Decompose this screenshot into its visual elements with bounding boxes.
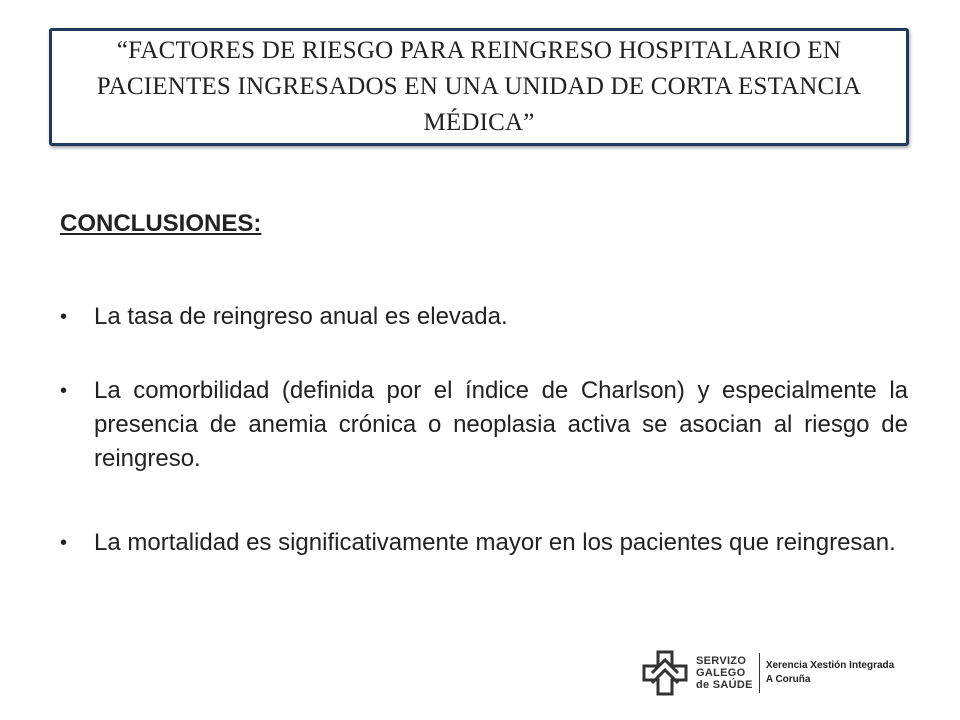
cross-logo-icon	[642, 650, 688, 696]
bullet-text: La comorbilidad (definida por el índice de Charlson) y especialmente la presencia de anemia crónica o neoplasia activa se asocian al riesgo de reingreso.	[94, 377, 908, 472]
bullet-text: La tasa de reingreso anual es elevada.	[94, 303, 508, 330]
organization-logo	[642, 650, 894, 696]
list-item	[60, 300, 908, 334]
slide-title: “FACTORES DE RIESGO PARA REINGRESO HOSPITALARIO EN PACIENTES INGRESADOS EN UNA UNIDAD DE CORTA ESTANCIA MÉDICA”	[96, 37, 862, 136]
section-heading: CONCLUSIONES:	[60, 210, 262, 237]
bullet-icon: •	[60, 380, 68, 402]
bullet-icon: •	[60, 306, 68, 328]
conclusions-list	[60, 300, 908, 560]
bullet-text: La mortalidad es significativamente mayor en los pacientes que reingresan.	[94, 529, 896, 556]
logo-name: SERVIZO GALEGO de SAÚDE	[696, 655, 753, 691]
logo-divider	[759, 653, 760, 693]
bullet-icon: •	[60, 532, 68, 554]
list-item	[60, 374, 908, 476]
logo-subtitle: Xerencia Xestión Integrada A Coruña	[765, 660, 895, 685]
list-item	[60, 526, 908, 560]
title-box	[49, 28, 909, 146]
